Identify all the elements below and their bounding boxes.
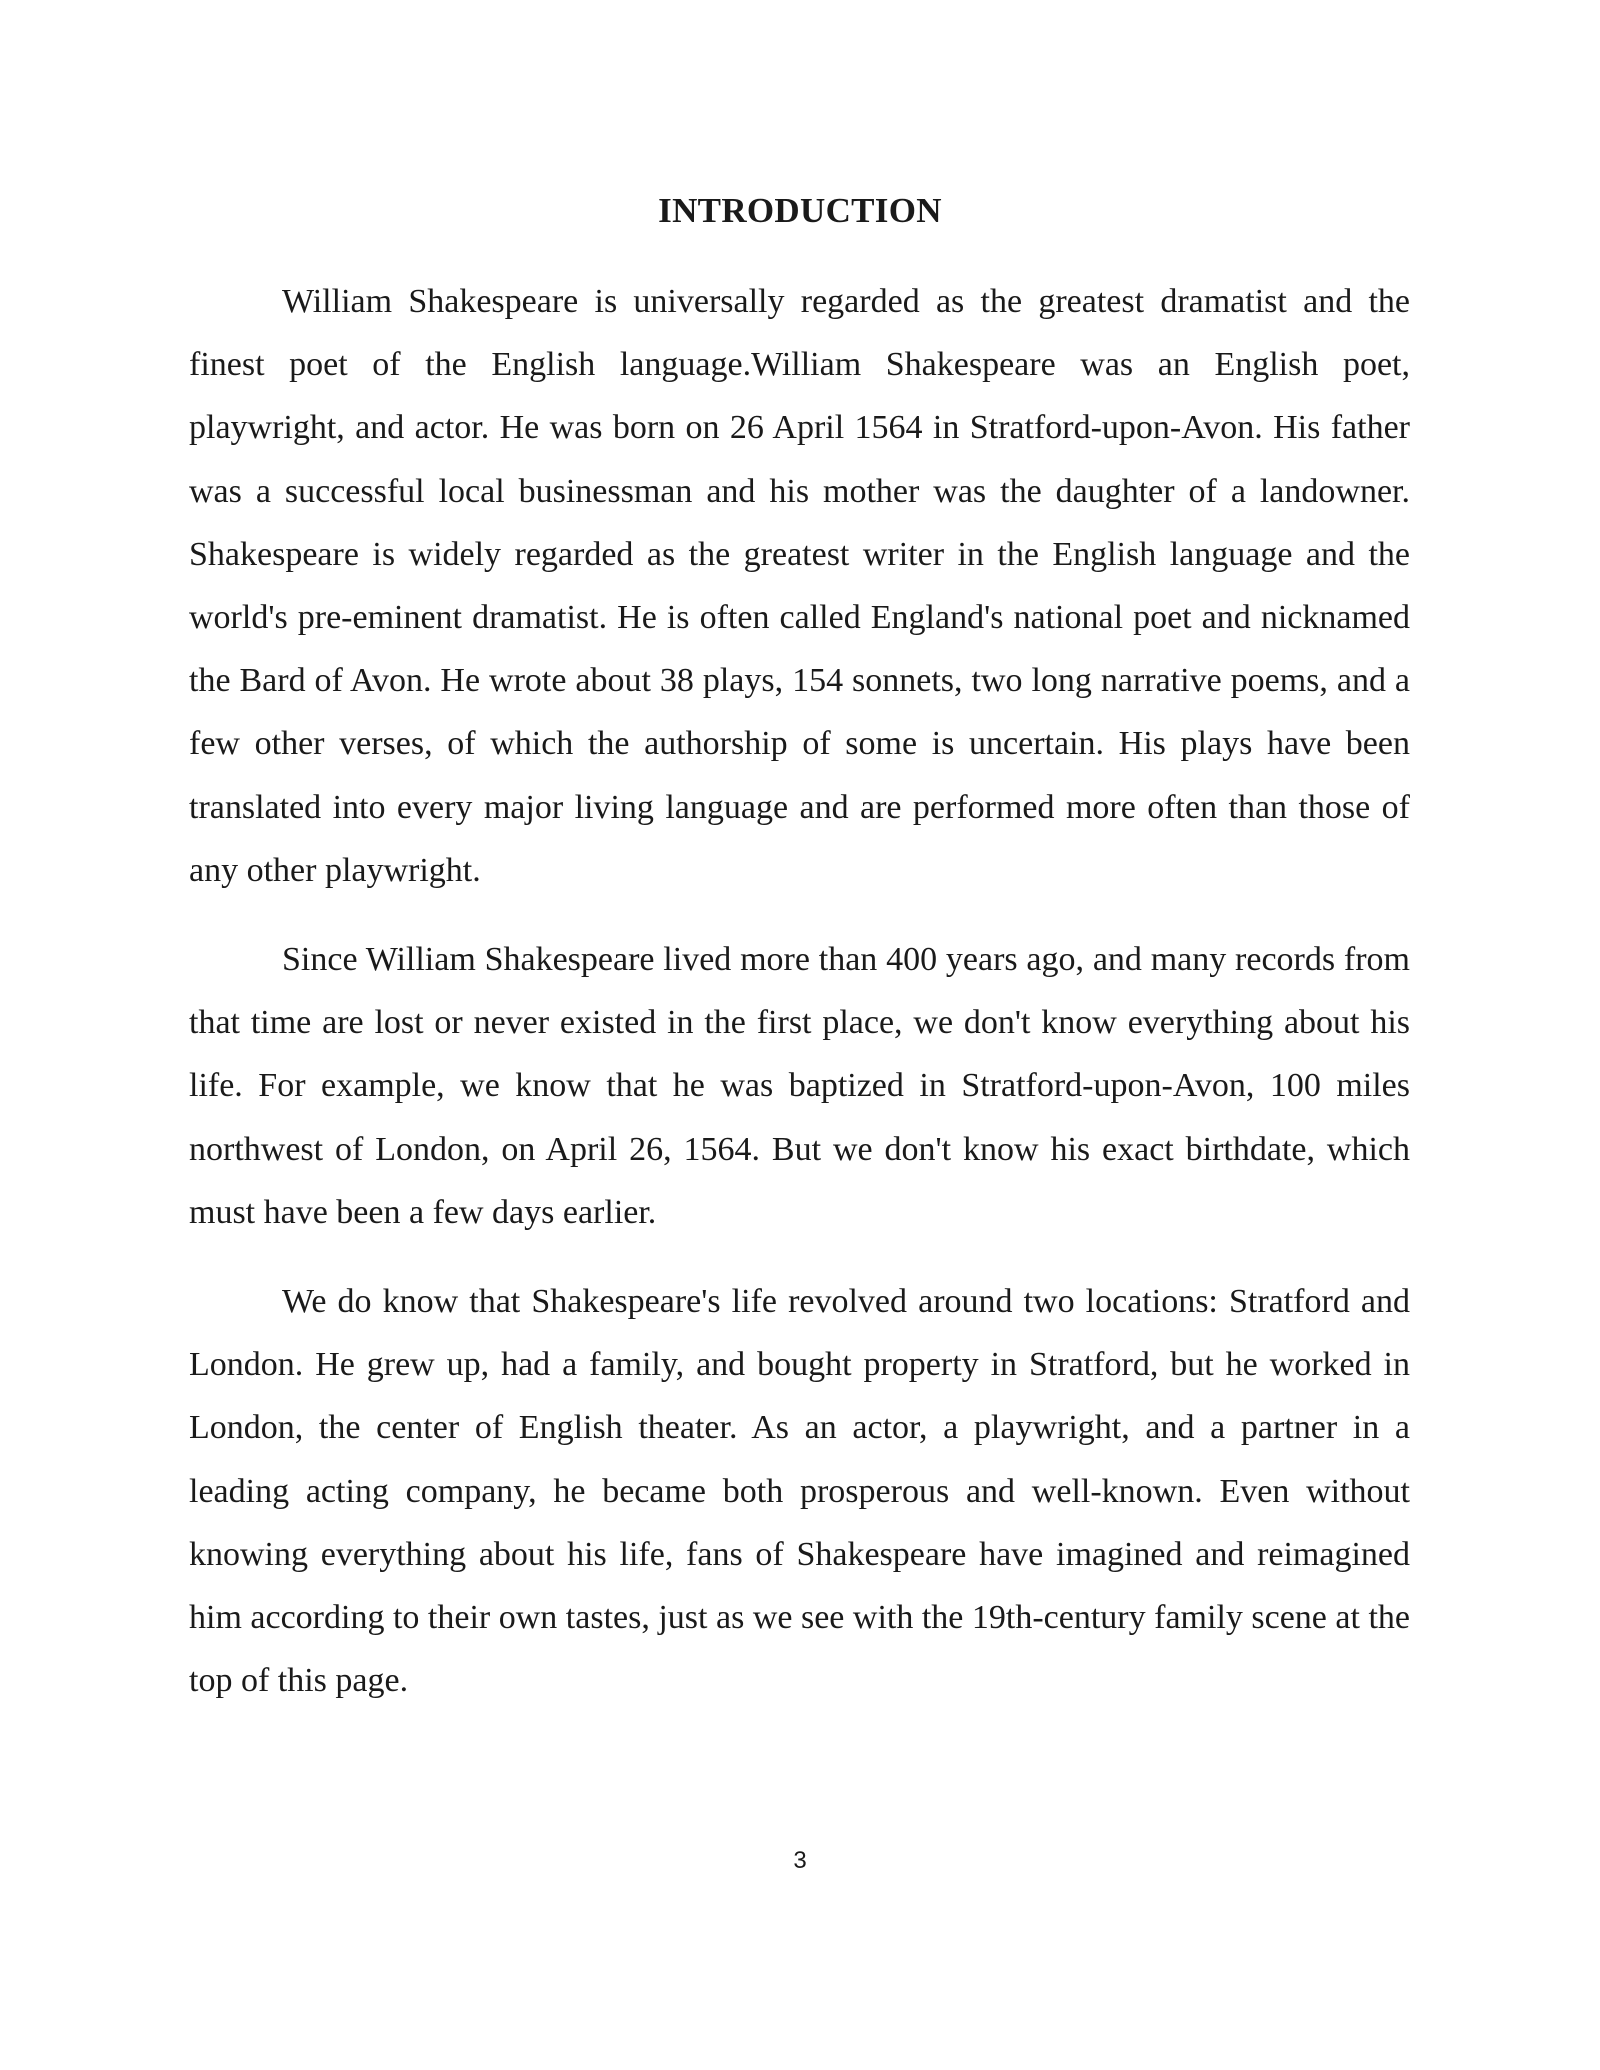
- page-title: INTRODUCTION: [658, 191, 942, 230]
- body-text: [189, 270, 1410, 1738]
- paragraph-3: We do know that Shakespeare's life revolved around two locations: Stratford and London. He grew up, had a family, and bought property in Stratford, but he worked in London, the center of English theater. As an actor, a playwright, and a partner in a leading acting company, he became both prosperous and well-known. Even without knowing everything about his life, fans of Shakespeare have imagined and reimagined him according to their own tastes, just as we see with the 19th-century family scene at the top of this page.: [189, 1283, 1410, 1700]
- page-number: 3: [793, 1847, 807, 1874]
- paragraph-1: William Shakespeare is universally regarded as the greatest dramatist and the finest poet of the English language.William Shakespeare was an English poet, playwright, and actor. He was born on 26 April 1564 in Stratford-upon-Avon. His father was a successful local businessman and his mother was the daughter of a landowner. Shakespeare is widely regarded as the greatest writer in the English language and the world's pre-eminent dramatist. He is often called England's national poet and nicknamed the Bard of Avon. He wrote about 38 plays, 154 sonnets, two long narrative poems, and a few other verses, of which the authorship of some is uncertain. His plays have been translated into every major living language and are performed more often than those of any other playwright.: [189, 283, 1410, 889]
- paragraph-2: Since William Shakespeare lived more than 400 years ago, and many records from that time are lost or never existed in the first place, we don't know everything about his life. For example, we know that he was baptized in Stratford-upon-Avon, 100 miles northwest of London, on April 26, 1564. But we don't know his exact birthdate, which must have been a few days earlier.: [189, 941, 1410, 1231]
